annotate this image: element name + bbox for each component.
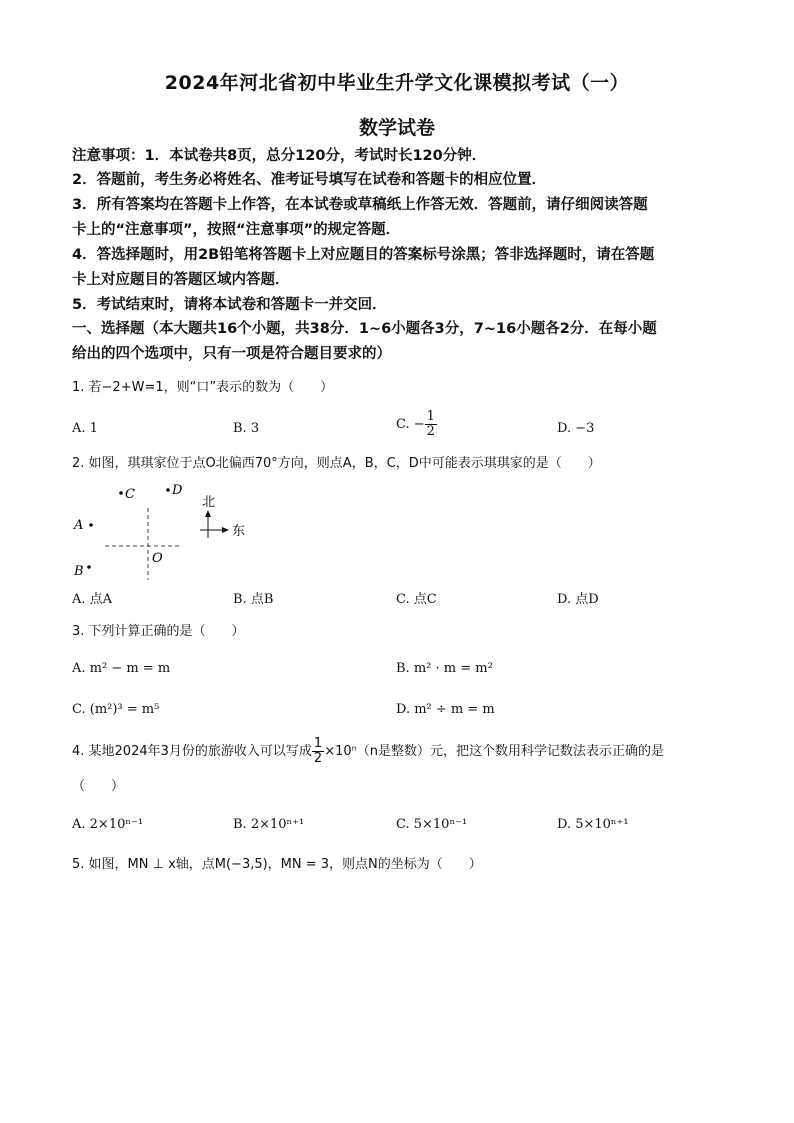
point-b-dot [87,565,91,569]
north-arrowhead [205,510,211,517]
label-o: O [152,551,163,566]
q4-denominator: 2 [313,751,323,766]
q4-option-b: B. 2×10ⁿ⁺¹ [233,817,305,832]
east-arrowhead [222,527,229,533]
q4-fraction [312,737,324,766]
section-heading-line-1: 一、选择题（本大题共16个小题，共38分．1~6小题各3分，7~16小题各2分．在每小题 [72,321,657,337]
question-5-stem: 5. 如图，MN ⊥ x轴，点M(−3,5)，MN = 3，则点N的坐标为（ ） [72,857,482,872]
label-d: D [172,483,183,498]
q1-option-c-prefix: C. − [396,417,425,432]
q4-stem-pre: 4. 某地2024年3月份的旅游收入可以写成 [72,744,312,759]
q4-option-d: D. 5×10ⁿ⁺¹ [557,817,629,832]
label-north: 北 [202,495,216,510]
note-line-4: 卡上的“注意事项”，按照“注意事项”的规定答题． [72,222,401,238]
q1-c-denominator: 2 [426,424,435,439]
q1-option-c-fraction [425,410,437,439]
label-c: C [125,487,135,502]
question-3-stem: 3. 下列计算正确的是（ ） [72,624,245,639]
q4-option-c: C. 5×10ⁿ⁻¹ [396,817,468,832]
q4-option-a: A. 2×10ⁿ⁻¹ [72,817,144,832]
note-line-2: 2．答题前，考生务必将姓名、准考证号填写在试卷和答题卡的相应位置． [72,172,547,188]
q3-option-d: D. m² ÷ m = m [396,702,495,717]
q1-option-c [396,410,437,439]
q4-stem-post: ×10ⁿ（n是整数）元，把这个数用科学记数法表示正确的是 [324,744,665,759]
q2-option-b: B. 点B [233,592,274,607]
question-4-stem-line-2: （ ） [72,779,125,794]
section-heading-line-2: 给出的四个选项中，只有一项是符合题目要求的） [72,346,391,362]
question-1-stem: 1. 若−2+W=1，则“口”表示的数为（ ） [72,380,334,395]
q3-option-b: B. m² · m = m² [396,661,493,676]
note-line-3: 3．所有答案均在答题卡上作答，在本试卷或草稿纸上作答无效．答题前，请仔细阅读答题 [72,197,648,213]
q3-option-c: C. (m²)³ = m⁵ [72,702,160,717]
point-a-dot [89,523,93,527]
label-east: 东 [232,524,246,539]
q2-direction-figure [70,478,270,588]
note-line-7: 5．考试结束时，请将本试卷和答题卡一并交回． [72,297,387,313]
note-line-6: 卡上对应题目的答题区域内答题． [72,272,290,288]
q3-option-a: A. m² − m = m [72,661,171,676]
question-4-stem [72,737,732,766]
exam-title: 2024年河北省初中毕业生升学文化课模拟考试（一） [164,72,630,94]
q2-option-a: A. 点A [72,592,113,607]
point-c-dot [119,491,123,495]
question-2-stem: 2. 如图，琪琪家位于点O北偏西70°方向，则点A，B，C，D中可能表示琪琪家的是（ ） [72,456,601,471]
label-b: B [74,564,84,579]
label-a: A [74,518,84,533]
note-line-5: 4．答选择题时，用2B铅笔将答题卡上对应题目的答案标号涂黑；答非选择题时，请在答题 [72,247,655,263]
note-line-1: 注意事项：1．本试卷共8页，总分120分，考试时长120分钟． [72,148,487,164]
q1-option-a: A. 1 [72,421,98,436]
q1-option-d: D. −3 [557,421,595,436]
q2-figure-svg [70,478,270,588]
point-d-dot [166,488,170,492]
q2-option-d: D. 点D [557,592,599,607]
q1-option-b: B. 3 [233,421,260,436]
q2-option-c: C. 点C [396,592,437,607]
exam-subtitle: 数学试卷 [358,117,435,139]
q4-numerator: 1 [313,736,323,751]
q1-c-numerator: 1 [426,409,435,424]
